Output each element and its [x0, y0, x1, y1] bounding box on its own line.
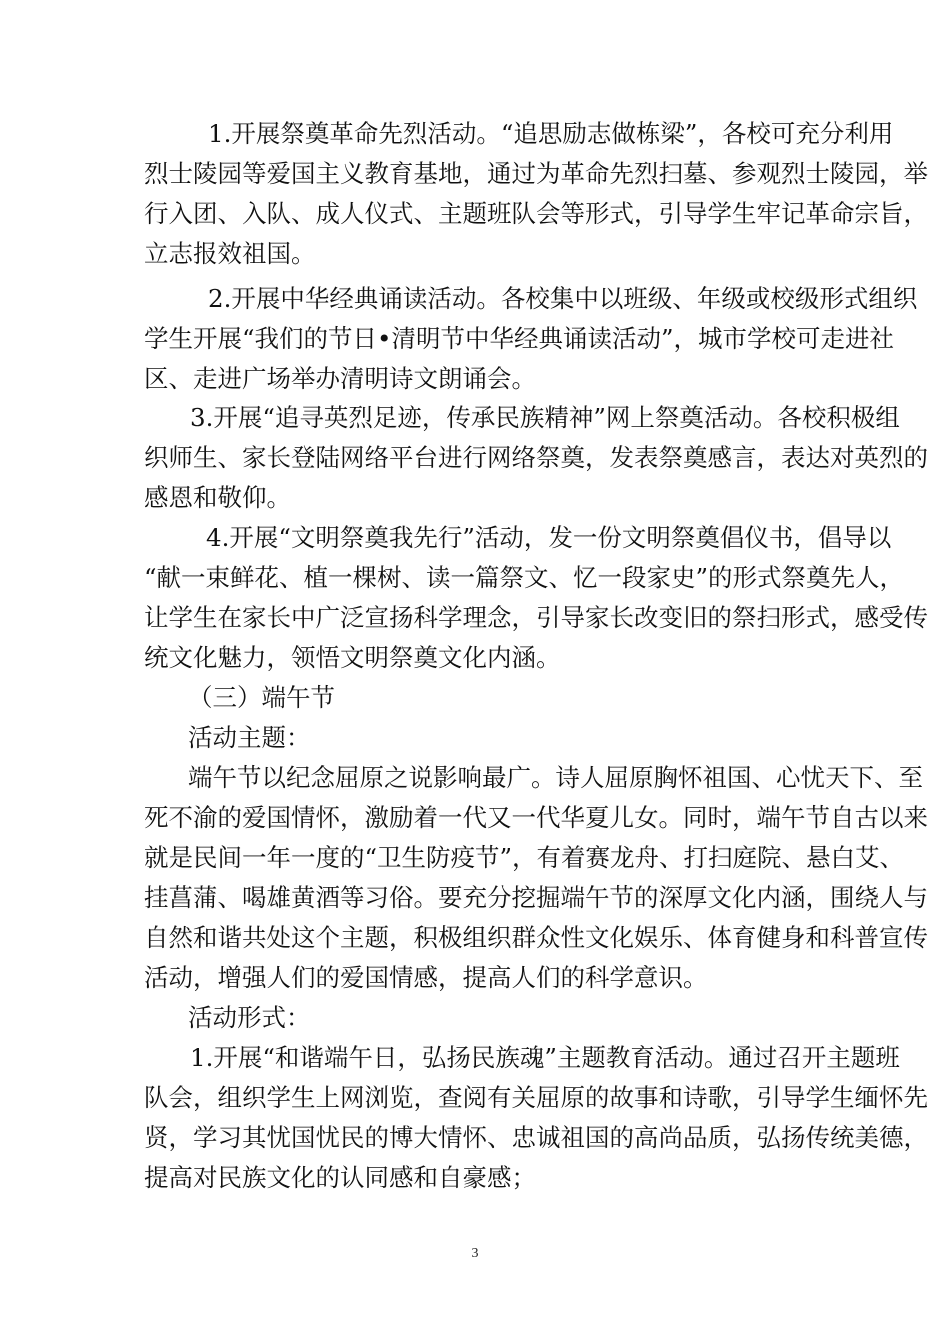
text-line: 1.开展祭奠革命先烈活动。“追思励志做栋梁”，各校可充分利用 — [208, 119, 894, 148]
text-line: 提高对民族文化的认同感和自豪感； — [144, 1163, 536, 1192]
text-line: 死不渝的爱国情怀，激励着一代又一代华夏儿女。同时，端午节自古以来 — [144, 803, 928, 832]
subheading-theme: 活动主题： — [188, 723, 311, 752]
text-line: 学生开展“我们的节日•清明节中华经典诵读活动”，城市学校可走进社 — [144, 324, 894, 353]
text-line: 1.开展“和谐端午日，弘扬民族魂”主题教育活动。通过召开主题班 — [190, 1043, 900, 1072]
text-line: 贤，学习其忧国忧民的博大情怀、忠诚祖国的高尚品质，弘扬传统美德， — [144, 1123, 928, 1152]
text-line: 自然和谐共处这个主题，积极组织群众性文化娱乐、体育健身和科普宣传 — [144, 923, 928, 952]
text-line: 感恩和敬仰。 — [144, 483, 291, 512]
text-line: 烈士陵园等爱国主义教育基地，通过为革命先烈扫墓、参观烈士陵园，举 — [144, 159, 928, 188]
text-line: 队会，组织学生上网浏览，查阅有关屈原的故事和诗歌，引导学生缅怀先 — [144, 1083, 928, 1112]
section-heading: （三）端午节 — [188, 683, 335, 712]
page-number: 3 — [471, 1246, 479, 1261]
text-line: 4.开展“文明祭奠我先行”活动，发一份文明祭奠倡仪书，倡导以 — [206, 523, 892, 552]
text-line: 活动，增强人们的爱国情感，提高人们的科学意识。 — [144, 963, 708, 992]
text-line: 立志报效祖国。 — [144, 239, 316, 268]
text-line: 就是民间一年一度的“卫生防疫节”，有着赛龙舟、打扫庭院、悬白艾、 — [144, 843, 905, 872]
text-line: 挂菖蒲、喝雄黄酒等习俗。要充分挖掘端午节的深厚文化内涵，围绕人与 — [144, 883, 928, 912]
text-line: 2.开展中华经典诵读活动。各校集中以班级、年级或校级形式组织 — [208, 284, 918, 313]
text-line: 区、走进广场举办清明诗文朗诵会。 — [144, 364, 536, 393]
text-line: 织师生、家长登陆网络平台进行网络祭奠，发表祭奠感言，表达对英烈的 — [144, 443, 928, 472]
text-line: 3.开展“追寻英烈足迹，传承民族精神”网上祭奠活动。各校积极组 — [190, 403, 900, 432]
text-line: 让学生在家长中广泛宣扬科学理念，引导家长改变旧的祭扫形式，感受传 — [144, 603, 928, 632]
text-line: 行入团、入队、成人仪式、主题班队会等形式，引导学生牢记革命宗旨， — [144, 199, 928, 228]
text-line: 统文化魅力，领悟文明祭奠文化内涵。 — [144, 643, 561, 672]
text-line: “献一束鲜花、植一棵树、读一篇祭文、忆一段家史”的形式祭奠先人， — [144, 563, 905, 592]
subheading-format: 活动形式： — [188, 1003, 311, 1032]
text-line: 端午节以纪念屈原之说影响最广。诗人屈原胸怀祖国、心忧天下、至 — [188, 763, 923, 792]
